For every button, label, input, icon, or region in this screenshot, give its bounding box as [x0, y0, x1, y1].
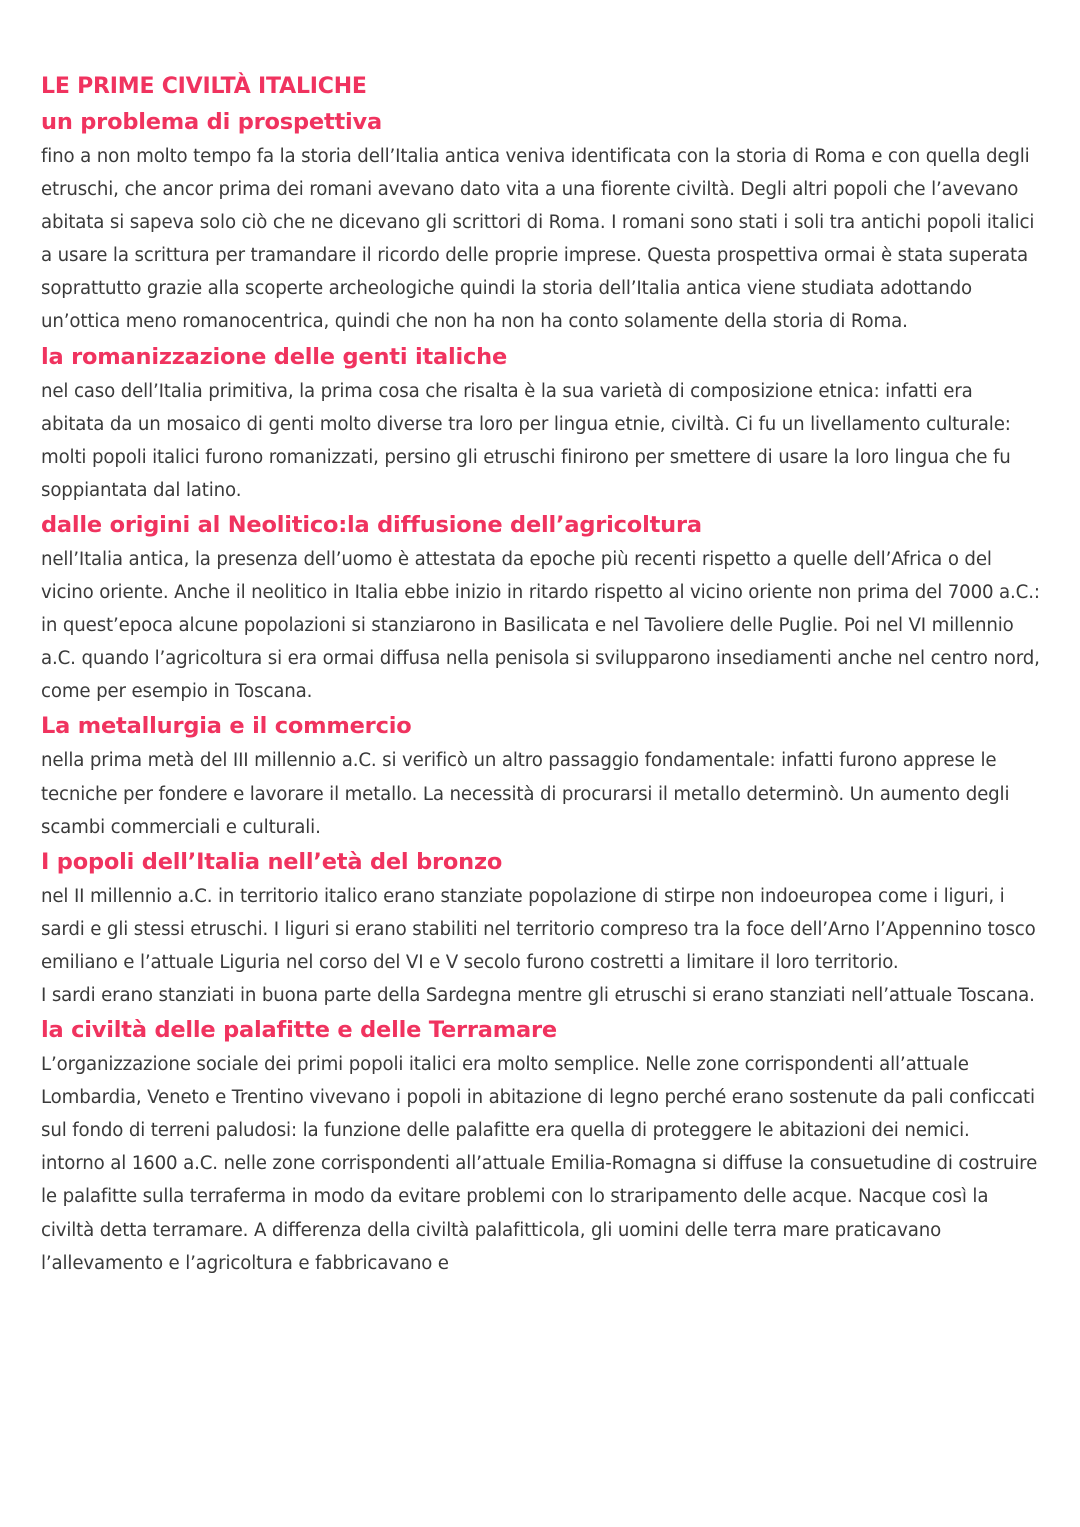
- section-paragraph: nell’Italia antica, la presenza dell’uomo è attestata da epoche più recenti rispetto a quelle dell’Africa o del vicino oriente. Anche il neolitico in Italia ebbe inizio in ritardo rispetto al vicino oriente non prima del 7000 a.C.: in quest’epoca alcune popolazioni si stanziarono in Basilicata e nel Tavoliere delle Puglie. Poi nel VI millennio a.C. quando l’agricoltura si era ormai diffusa nella penisola si svilupparono insediamenti anche nel centro nord, come per esempio in Toscana.: [41, 548, 1040, 703]
- section-paragraph: fino a non molto tempo fa la storia dell’Italia antica veniva identificata con la storia di Roma e con quella degli etruschi, che ancor prima dei romani avevano dato vita a una fiorente civiltà. Degli altri popoli che l’avevano abitata si sapeva solo ciò che ne dicevano gli scrittori di Roma. I romani sono stati i soli tra antichi popoli italici a usare la scrittura per tramandare il ricordo delle proprie imprese. Questa prospettiva ormai è stata superata soprattutto grazie alla scoperte archeologiche quindi la storia dell’Italia antica viene studiata adottando un’ottica meno romanocentrica, quindi che non ha non ha conto solamente della storia di Roma.: [41, 146, 1035, 333]
- section-paragraph: L’organizzazione sociale dei primi popoli italici era molto semplice. Nelle zone corrispondenti all’attuale Lombardia, Veneto e Trentino vivevano i popoli in abitazione di legno perché erano sostenute da pali conficcati sul fondo di terreni paludosi: la funzione delle palafitte era quella di proteggere le abitazioni dei nemici.: [41, 1054, 1035, 1142]
- section-prospettiva: [41, 104, 1041, 339]
- section-heading: La metallurgia e il commercio: [41, 713, 412, 740]
- section-paragraph: nel caso dell’Italia primitiva, la prima cosa che risalta è la sua varietà di composizione etnica: infatti era abitata da un mosaico di genti molto diverse tra loro per lingua etnie, civiltà. Ci fu un livellamento culturale: molti popoli italici furono romanizzati, persino gli etruschi finirono per smettere di usare la loro lingua che fu soppiantata dal latino.: [41, 380, 1011, 501]
- document-page: [41, 70, 1041, 1280]
- section-romanizzazione: [41, 339, 1041, 507]
- section-paragraph: nella prima metà del III millennio a.C. si verificò un altro passaggio fondamentale: infatti furono apprese le tecniche per fondere e lavorare il metallo. La necessità di procurarsi il metallo determinò. Un aumento degli scambi commerciali e culturali.: [41, 750, 1010, 838]
- section-heading: I popoli dell’Italia nell’età del bronzo: [41, 848, 503, 875]
- section-heading: un problema di prospettiva: [41, 109, 383, 135]
- section-palafitte: [41, 1012, 1041, 1280]
- page-title: LE PRIME CIVILTÀ ITALICHE: [41, 74, 367, 99]
- section-paragraph: intorno al 1600 a.C. nelle zone corrispondenti all’attuale Emilia-Romagna si diffuse la consuetudine di costruire le palafitte sulla terraferma in modo da evitare problemi con lo straripamento delle acque. Nacque così la civiltà detta terramare. A differenza della civiltà palafitticola, gli uomini delle terra mare praticavano l’allevamento e l’agricoltura e fabbricavano e: [41, 1153, 1038, 1274]
- section-heading: dalle origini al Neolitico:la diffusione dell’agricoltura: [41, 511, 702, 538]
- section-heading: la civiltà delle palafitte e delle Terramare: [41, 1017, 557, 1044]
- section-paragraph: I sardi erano stanziati in buona parte della Sardegna mentre gli etruschi si erano stanziati nell’attuale Toscana.: [41, 984, 1035, 1006]
- section-eta-bronzo: [41, 844, 1041, 1012]
- section-neolitico: [41, 507, 1041, 708]
- section-paragraph: nel II millennio a.C. in territorio italico erano stanziate popolazione di stirpe non indoeuropea come i liguri, i sardi e gli stessi etruschi. I liguri si erano stabiliti nel territorio compreso tra la foce dell’Arno l’Appennino tosco emiliano e l’attuale Liguria nel corso del VI e V secolo furono costretti a limitare il loro territorio.: [41, 885, 1036, 973]
- section-metallurgia: [41, 708, 1041, 843]
- section-heading: la romanizzazione delle genti italiche: [41, 343, 508, 370]
